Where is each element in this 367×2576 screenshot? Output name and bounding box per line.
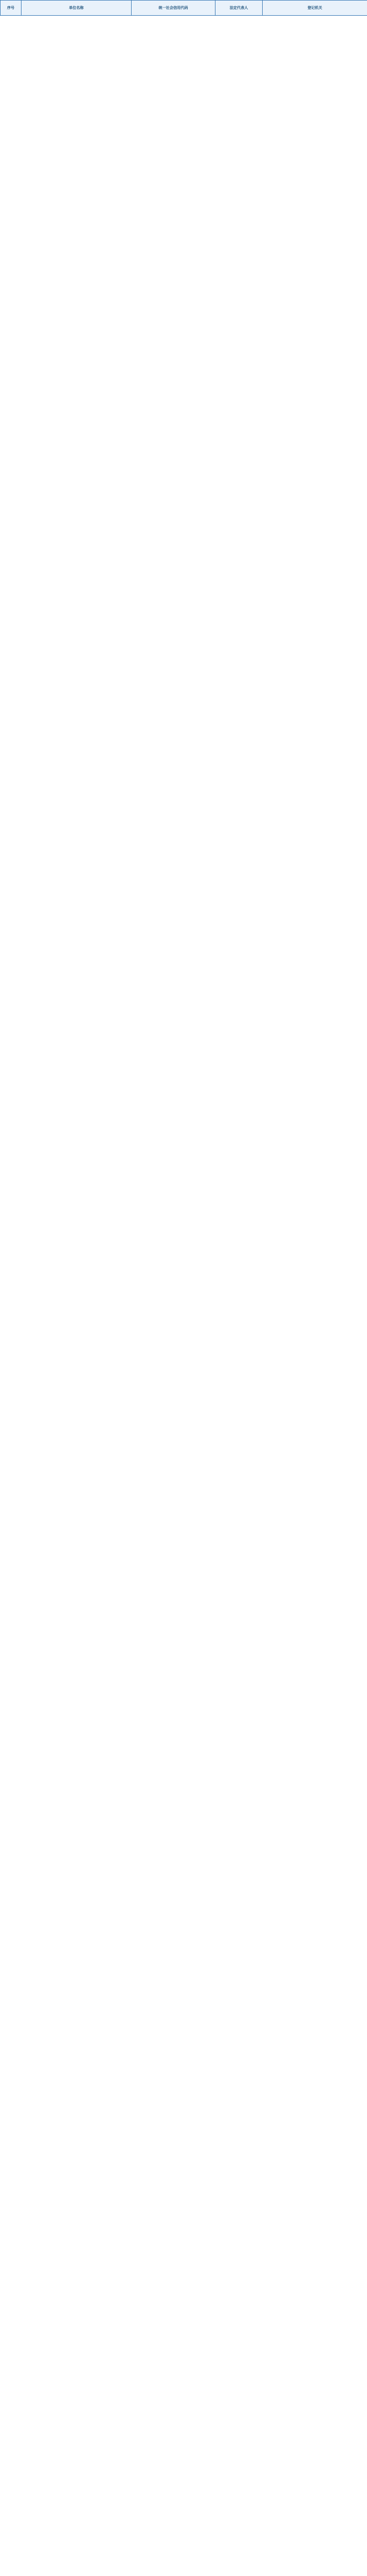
header-name: 单位名称: [21, 1, 132, 16]
header-index: 序号: [1, 1, 21, 16]
header-legal-rep: 法定代表人: [215, 1, 263, 16]
table-header-row: [1, 1, 367, 16]
header-credit-code: 统一社会信用代码: [132, 1, 215, 16]
data-table: [0, 0, 367, 16]
header-authority: 登记机关: [263, 1, 367, 16]
